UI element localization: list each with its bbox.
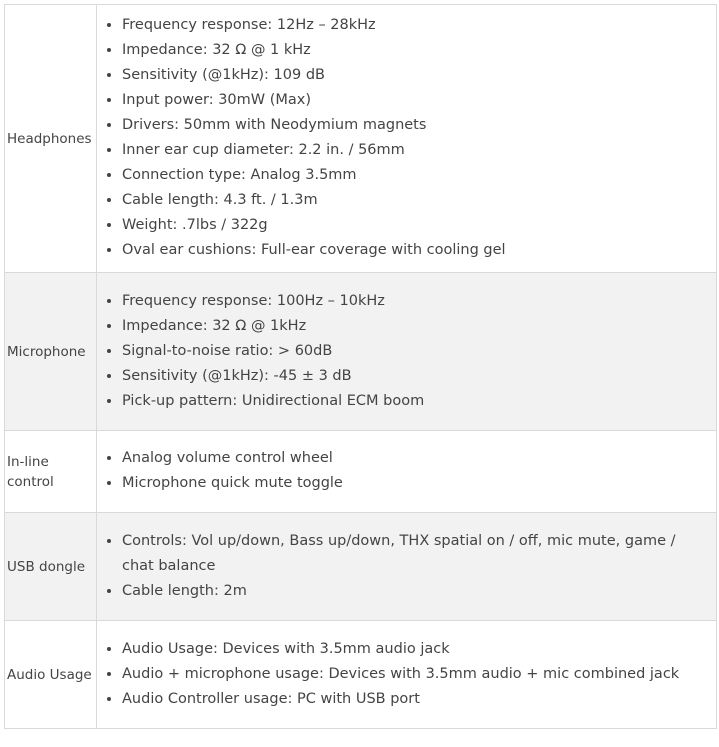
spec-list-inline-control	[99, 446, 710, 496]
spec-list-headphones	[99, 13, 710, 263]
list-item: • Oval ear cushions: Full-ear coverage with cooling gel	[122, 238, 710, 263]
specifications-table	[4, 4, 717, 729]
spec-label-inline-control: In-line control	[5, 431, 97, 513]
list-item: • Sensitivity (@1kHz): -45 ± 3 dB	[122, 364, 710, 389]
list-item: • Connection type: Analog 3.5mm	[122, 163, 710, 188]
spec-row-headphones	[5, 5, 717, 273]
list-item: • Audio Controller usage: PC with USB port	[122, 687, 710, 712]
spec-values-microphone	[97, 273, 717, 431]
spec-list-usb-dongle	[99, 529, 710, 604]
list-item: • Cable length: 4.3 ft. / 1.3m	[122, 188, 710, 213]
list-item: • Signal-to-noise ratio: > 60dB	[122, 339, 710, 364]
list-item: • Drivers: 50mm with Neodymium magnets	[122, 113, 710, 138]
list-item: • Input power: 30mW (Max)	[122, 88, 710, 113]
spec-values-inline-control	[97, 431, 717, 513]
list-item: • Sensitivity (@1kHz): 109 dB	[122, 63, 710, 88]
list-item: • Audio Usage: Devices with 3.5mm audio jack	[122, 637, 710, 662]
spec-list-audio-usage	[99, 637, 710, 712]
list-item: • Frequency response: 100Hz – 10kHz	[122, 289, 710, 314]
spec-row-inline-control	[5, 431, 717, 513]
spec-row-usb-dongle	[5, 513, 717, 621]
spec-row-microphone	[5, 273, 717, 431]
spec-label-audio-usage: Audio Usage	[5, 621, 97, 729]
list-item: • Pick-up pattern: Unidirectional ECM boom	[122, 389, 710, 414]
list-item: • Cable length: 2m	[122, 579, 710, 604]
list-item: • Frequency response: 12Hz – 28kHz	[122, 13, 710, 38]
spec-values-headphones	[97, 5, 717, 273]
spec-label-microphone: Microphone	[5, 273, 97, 431]
list-item: • Impedance: 32 Ω @ 1kHz	[122, 314, 710, 339]
list-item: • Weight: .7lbs / 322g	[122, 213, 710, 238]
spec-values-usb-dongle	[97, 513, 717, 621]
list-item: • Analog volume control wheel	[122, 446, 710, 471]
list-item: • Inner ear cup diameter: 2.2 in. / 56mm	[122, 138, 710, 163]
spec-label-headphones: Headphones	[5, 5, 97, 273]
list-item: • Controls: Vol up/down, Bass up/down, THX spatial on / off, mic mute, game / chat balance	[122, 529, 710, 579]
spec-values-audio-usage	[97, 621, 717, 729]
list-item: • Audio + microphone usage: Devices with 3.5mm audio + mic combined jack	[122, 662, 710, 687]
spec-row-audio-usage	[5, 621, 717, 729]
list-item: • Microphone quick mute toggle	[122, 471, 710, 496]
spec-label-usb-dongle: USB dongle	[5, 513, 97, 621]
list-item: • Impedance: 32 Ω @ 1 kHz	[122, 38, 710, 63]
spec-list-microphone	[99, 289, 710, 414]
